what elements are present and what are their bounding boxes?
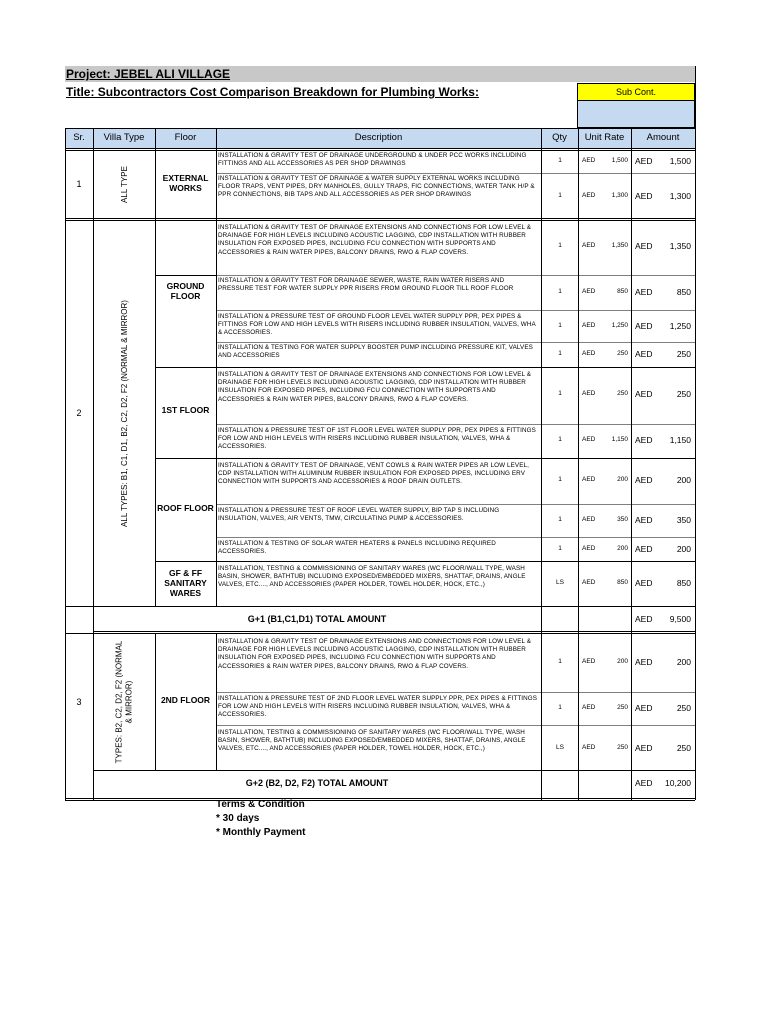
terms-title: Terms & Condition [216, 799, 305, 810]
row-5-description: INSTALLATION & PRESSURE TEST OF GROUND FLOOR LEVEL WATER SUPPLY PPR, PEX PIPES & FITTINGS FOR LOW AND HIGH LEVELS WITH RISERS INCLUDING RUBBER INSULATION, VALVES, WHA & ACCESSORIES. [218, 313, 536, 337]
row-9-rate-currency: AED [582, 476, 596, 483]
header-floor: Floor [174, 132, 197, 143]
row-14-description: INSTALLATION & PRESSURE TEST OF 2ND FLOOR LEVEL WATER SUPPLY PPR, PEX PIPES & FITTINGS FOR LOW AND HIGH LEVELS WITH RISERS INCLUDING RUBBER INSULATION, VALVES, WHA & ACCESSORIES. [218, 695, 538, 719]
row-3-rate: 1,350 [611, 242, 628, 249]
row-5-amount-currency: AED [635, 321, 653, 331]
row-7-rate: 250 [617, 390, 628, 397]
row-12-amount: 850 [676, 578, 691, 588]
row-12-rate: 850 [617, 579, 628, 586]
sr-1: 1 [76, 179, 82, 189]
row-13-description: INSTALLATION & GRAVITY TEST OF DRAINAGE EXTENSIONS AND CONNECTIONS FOR LOW LEVEL & DRAINAGE FOR HIGH LEVELS INCLUDING ACOUSTIC LAGGING, CDP INSTALLATION WITH RUBBER INSULATION FOR EXPOSED PIPES, INCLUDING FCU CONNECTION WITH SUPPORTS AND ACCESSORIES & RAIN WATER PIPES, BALCONY DRAINS, RWO & FLAP COVERS. [218, 638, 532, 670]
floor-2nd-floor: 2ND FLOOR [160, 695, 211, 705]
row-11-qty: 1 [558, 545, 562, 552]
row-13-rate: 200 [617, 658, 628, 665]
row-6-amount: 250 [676, 349, 691, 359]
row-4-amount: 850 [676, 287, 691, 297]
header-sr: Sr. [73, 132, 85, 143]
terms-item-2: * Monthly Payment [216, 827, 306, 838]
row-11-description: INSTALLATION & TESTING OF SOLAR WATER HEATERS & PANELS INCLUDING REQUIRED ACCESSORIES. [218, 540, 496, 556]
total-1-currency: AED [635, 614, 653, 624]
row-4-description: INSTALLATION & GRAVITY TEST FOR DRAINAGE SEWER, WASTE, RAIN WATER RISERS AND PRESSURE TEST FOR WATER SUPPLY PPR RISERS FROM GROUND FLOOR TILL ROOF FLOOR [218, 277, 514, 293]
villa-type-3-line2: & MIRROR) [124, 680, 134, 723]
row-14-qty: 1 [558, 704, 562, 711]
row-6-amount-currency: AED [635, 349, 653, 359]
project-title: Project: JEBEL ALI VILLAGE [66, 67, 231, 81]
total-2-currency: AED [635, 778, 653, 788]
floor-sanitary-wares: GF & FF SANITARY WARES [164, 568, 207, 598]
floor-1st-floor: 1ST FLOOR [161, 405, 210, 415]
row-6-description: INSTALLATION & TESTING FOR WATER SUPPLY BOOSTER PUMP INCLUDING PRESSURE KIT, VALVES AND ACCESSORIES [218, 344, 533, 360]
sr-3: 3 [76, 696, 82, 707]
document-title: Title: Subcontractors Cost Comparison Breakdown for Plumbing Works: [66, 85, 479, 99]
villa-type-3 [114, 640, 134, 763]
row-13-amount-currency: AED [635, 657, 653, 667]
row-4-rate-currency: AED [582, 288, 596, 295]
row-8-rate: 1,150 [611, 436, 628, 443]
terms-section [216, 798, 305, 840]
villa-type-2: ALL TYPES: B1, C1, D1, B2, C2, D2, F2 (NORMAL & MIRROR) [119, 299, 129, 527]
row-13-rate-currency: AED [582, 658, 596, 665]
total-2-label: G+2 (B2, D2, F2) TOTAL AMOUNT [245, 778, 389, 788]
total-1-amount: 9,500 [669, 614, 691, 624]
floor-external-works: EXTERNAL WORKS [162, 173, 209, 193]
row-7-description: INSTALLATION & GRAVITY TEST OF DRAINAGE EXTENSIONS AND CONNECTIONS FOR LOW LEVEL & DRAINAGE FOR HIGH LEVELS INCLUDING ACOUSTIC LAGGING, CDP INSTALLATION WITH RUBBER INSULATION FOR EXPOSED PIPES, INCLUDING FCU CONNECTION WITH SUPPORTS AND ACCESSORIES & RAIN WATER PIPES, BALCONY DRAINS, RWO & FLAP COVERS. [218, 371, 532, 403]
row-15-amount-currency: AED [635, 743, 653, 753]
row-10-rate-currency: AED [582, 516, 596, 523]
sr-2: 2 [76, 408, 82, 418]
row-10-amount: 350 [676, 515, 691, 525]
row-1-rate: 1,500 [611, 157, 628, 164]
row-10-rate: 350 [617, 516, 628, 523]
row-3-description: INSTALLATION & GRAVITY TEST OF DRAINAGE EXTENSIONS AND CONNECTIONS FOR LOW LEVEL & DRAINAGE FOR HIGH LEVELS INCLUDING ACOUSTIC LAGGING, CDP INSTALLATION WITH RUBBER INSULATION FOR EXPOSED PIPES, INCLUDING FCU CONNECTION WITH SUPPORTS AND ACCESSORIES & RAIN WATER PIPES, BALCONY DRAINS, RWO & FLAP COVERS. [218, 224, 532, 256]
row-9-description: INSTALLATION & GRAVITY TEST OF DRAINAGE, VENT COWLS & RAIN WATER PIPES AR LOW LEVEL, CDP INSTALLATION WITH ALUMINUM RUBBER INSULATION FOR EXPOSED PIPES, INCLUDING ERV CONNECTION WITH SUPPORTS AND ACCESSORIES & ROOF DRAIN OUTLETS. [218, 462, 529, 486]
row-5-qty: 1 [558, 322, 562, 329]
header-amount: Amount [646, 132, 680, 143]
header-qty: Qty [552, 132, 567, 143]
row-2-amount-currency: AED [635, 191, 653, 201]
row-5-rate-currency: AED [582, 322, 596, 329]
row-3-qty: 1 [558, 242, 562, 249]
row-3-amount: 1,350 [669, 241, 691, 251]
row-15-amount: 250 [676, 743, 691, 753]
row-7-rate-currency: AED [582, 390, 596, 397]
villa-type-3-cell [93, 633, 155, 770]
row-12-rate-currency: AED [582, 579, 596, 586]
row-11-amount: 200 [676, 544, 691, 554]
row-2-amount: 1,300 [669, 191, 691, 201]
total-1-label: G+1 (B1,C1,D1) TOTAL AMOUNT [247, 614, 387, 624]
row-12-amount-currency: AED [635, 578, 653, 588]
header-description: Description [354, 132, 403, 143]
row-15-qty: LS [556, 744, 564, 751]
row-12-description: INSTALLATION, TESTING & COMMISSIONING OF SANITARY WARES (WC FLOOR/WALL TYPE, WASH BASIN, SHOWER, BATHTUB) INCLUDING EXPOSED/EMBEDDED MIXERS, SHATTAF, DRAINS, ANGLE VALVES, ETC...., AND ACCESSORIES (PAPER HOLDER, TOWEL HOLDER, HOCK, ETC.,) [218, 565, 526, 589]
row-8-description: INSTALLATION & PRESSURE TEST OF 1ST FLOOR LEVEL WATER SUPPLY PPR, PEX PIPES & FITTINGS FOR LOW AND HIGH LEVELS WITH RISERS INCLUDING RUBBER INSULATION, VALVES, WHA & ACCESSORIES. [218, 427, 536, 451]
row-11-rate: 200 [617, 545, 628, 552]
row-12-qty: LS [556, 579, 564, 586]
row-10-qty: 1 [558, 516, 562, 523]
row-4-qty: 1 [558, 288, 562, 295]
villa-type-3-line1: TYPES: B2, C2, D2, F2 (NORMAL [114, 640, 124, 763]
row-10-description: INSTALLATION & PRESSURE TEST OF ROOF LEVEL WATER SUPPLY, BIP TAP S INCLUDING INSULATION, VALVES, AIR VENTS, TMW, CIRCULATING PUMP & ACCESSORIES. [218, 507, 500, 523]
row-1-description: INSTALLATION & GRAVITY TEST OF DRAINAGE UNDERGROUND & UNDER PCC WORKS INCLUDING FITTINGS AND ALL ACCESSORIES AS PER SHOP DRAWINGS [218, 152, 527, 168]
row-8-rate-currency: AED [582, 436, 596, 443]
row-6-qty: 1 [558, 350, 562, 357]
row-8-amount-currency: AED [635, 435, 653, 445]
row-2-description: INSTALLATION & GRAVITY TEST OF DRAINAGE & WATER SUPPLY EXTERNAL WORKS INCLUDING FLOOR TRAPS, VENT PIPES, DRY MANHOLES, GULLY TRAPS, FIC CONNECTIONS, WATER TANK H/P & PPR CONNECTIONS, BIB TAPS AND ALL ACCESSORIES AS PER SHOP DRAWINGS [218, 175, 535, 199]
terms-item-1: * 30 days [216, 813, 260, 824]
row-2-rate-currency: AED [582, 192, 596, 199]
subcont-label: Sub Cont. [577, 83, 695, 101]
row-9-amount: 200 [676, 475, 691, 485]
row-14-rate: 250 [617, 704, 628, 711]
total-2-amount: 10,200 [665, 778, 691, 788]
row-7-qty: 1 [558, 390, 562, 397]
row-1-amount: 1,500 [669, 156, 691, 166]
subcont-value-cell [577, 101, 695, 128]
villa-type-2-cell [93, 220, 155, 606]
row-5-amount: 1,250 [669, 321, 691, 331]
header-unit-rate: Unit Rate [584, 132, 625, 143]
row-5-rate: 1,250 [611, 322, 628, 329]
row-2-rate: 1,300 [611, 192, 628, 199]
row-4-rate: 850 [617, 288, 628, 295]
row-1-qty: 1 [558, 157, 562, 164]
row-11-rate-currency: AED [582, 545, 596, 552]
row-9-rate: 200 [617, 476, 628, 483]
row-14-amount-currency: AED [635, 703, 653, 713]
row-6-rate-currency: AED [582, 350, 596, 357]
row-15-description: INSTALLATION, TESTING & COMMISSIONING OF SANITARY WARES (WC FLOOR/WALL TYPE, WASH BASIN, SHOWER, BATHTUB) INCLUDING EXPOSED/EMBEDDED MIXERS, SHATTAF, DRAINS, ANGLE VALVES, ETC...., AND ACCESSORIES (PAPER HOLDER, TOWEL HOLDER, HOCK, ETC.,) [218, 729, 526, 753]
row-3-amount-currency: AED [635, 241, 653, 251]
row-2-qty: 1 [558, 192, 562, 199]
row-4-amount-currency: AED [635, 287, 653, 297]
villa-type-1: ALL TYPE [119, 165, 129, 203]
row-14-rate-currency: AED [582, 704, 596, 711]
row-8-qty: 1 [558, 436, 562, 443]
row-15-rate: 250 [617, 744, 628, 751]
row-3-rate-currency: AED [582, 242, 596, 249]
row-10-amount-currency: AED [635, 515, 653, 525]
row-6-rate: 250 [617, 350, 628, 357]
row-1-amount-currency: AED [635, 156, 653, 166]
floor-roof-floor: ROOF FLOOR [157, 503, 214, 513]
row-9-amount-currency: AED [635, 475, 653, 485]
header-villa-type: Villa Type [103, 132, 145, 143]
row-15-rate-currency: AED [582, 744, 596, 751]
villa-type-1-cell [93, 150, 155, 218]
row-7-amount-currency: AED [635, 389, 653, 399]
row-9-qty: 1 [558, 476, 562, 483]
row-13-qty: 1 [558, 658, 562, 665]
row-11-amount-currency: AED [635, 544, 653, 554]
row-14-amount: 250 [676, 703, 691, 713]
floor-ground-floor: GROUND FLOOR [166, 281, 205, 301]
row-1-rate-currency: AED [582, 157, 596, 164]
row-7-amount: 250 [676, 389, 691, 399]
row-8-amount: 1,150 [669, 435, 691, 445]
row-13-amount: 200 [676, 657, 691, 667]
